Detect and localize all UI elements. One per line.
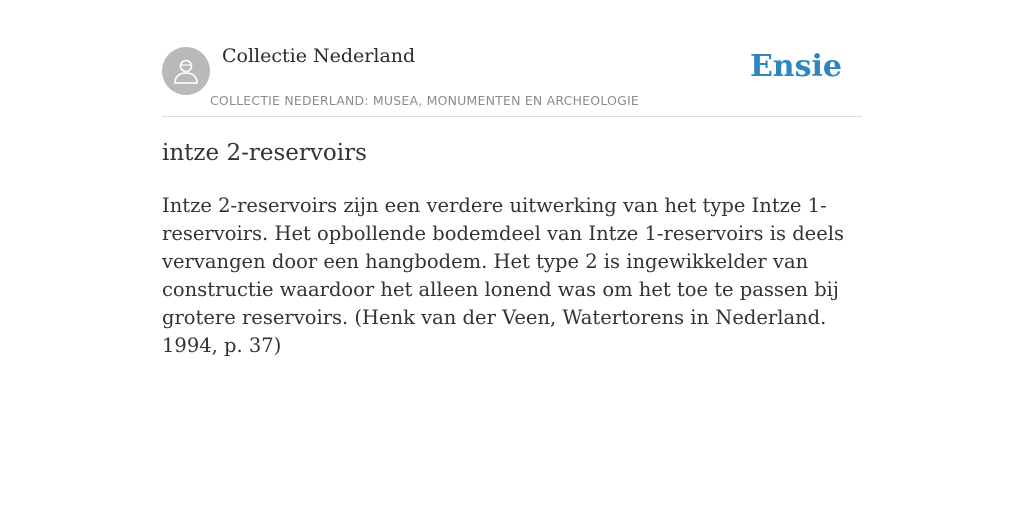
brand-logo[interactable]: Ensie <box>749 49 842 84</box>
definition-card <box>162 0 862 512</box>
collection-subtitle[interactable]: COLLECTIE NEDERLAND: MUSEA, MONUMENTEN EN ARCHEOLOGIE <box>210 93 639 108</box>
user-icon <box>172 57 200 85</box>
avatar[interactable] <box>162 47 210 95</box>
author-name[interactable]: Collectie Nederland <box>222 45 416 67</box>
page-title: intze 2-reservoirs <box>162 140 367 166</box>
card-header <box>162 0 862 117</box>
definition-text: Intze 2-reservoirs zijn een verdere uitwerking van het type Intze 1-reservoirs. Het opbollende bodemdeel van Intze 1-reservoirs is deels vervangen door een hangbodem. Het type 2 is ingewikkelder van constructie waardoor het alleen lonend was om het toe te passen bij grotere reservoirs. (Henk van der Veen, Watertorens in Nederland. 1994, p. 37) <box>162 194 845 357</box>
